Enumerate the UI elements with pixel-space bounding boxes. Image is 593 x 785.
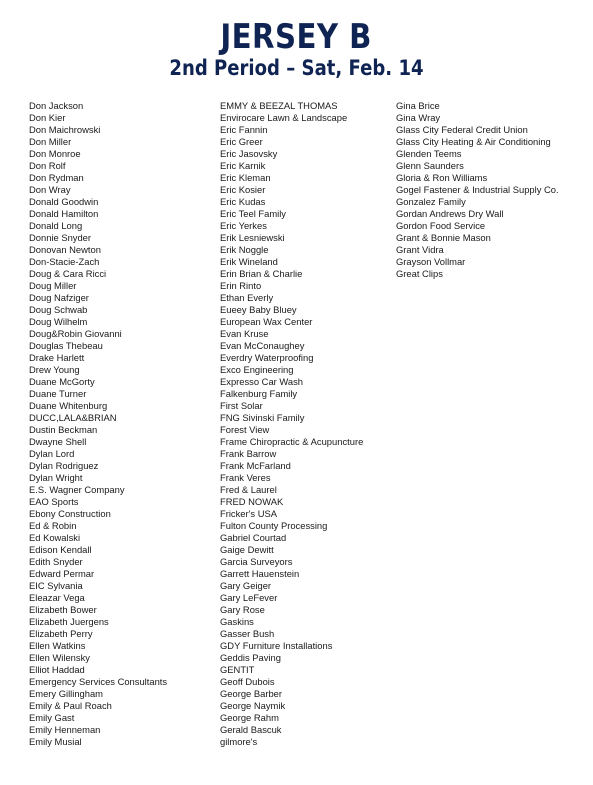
list-item: Gasser Bush [220, 628, 275, 639]
list-item: GENTIT [220, 664, 255, 675]
list-item: George Barber [220, 688, 283, 699]
list-item: Duane McGorty [29, 376, 95, 387]
list-item: gilmore's [220, 736, 258, 747]
list-item: Erik Wineland [220, 256, 278, 267]
list-item: Fulton County Processing [220, 520, 328, 531]
list-item: Don Monroe [29, 148, 81, 159]
list-item: Ethan Everly [220, 292, 274, 303]
list-item: Gloria & Ron Williams [396, 172, 488, 183]
list-item: Ellen Watkins [29, 640, 86, 651]
list-item: Glass City Federal Credit Union [396, 124, 528, 135]
list-item: Elliot Haddad [29, 664, 85, 675]
list-item: Erik Lesniewski [220, 232, 285, 243]
list-item: Don Jackson [29, 100, 84, 111]
list-item: Frank McFarland [220, 460, 291, 471]
list-item: Erik Noggle [220, 244, 269, 255]
list-item: Fricker's USA [220, 508, 278, 519]
list-item: Donald Hamilton [29, 208, 99, 219]
list-item: Garrett Hauenstein [220, 568, 300, 579]
list-item: Gaskins [220, 616, 254, 627]
page-title: JERSEY B [220, 17, 373, 57]
list-item: EMMY & BEEZAL THOMAS [220, 100, 338, 111]
list-item: Donald Goodwin [29, 196, 99, 207]
list-item: Edison Kendall [29, 544, 92, 555]
list-item: Garcia Surveyors [220, 556, 293, 567]
list-item: Gary LeFever [220, 592, 278, 603]
list-item: Dylan Lord [29, 448, 75, 459]
list-item: Donnie Snyder [29, 232, 92, 243]
list-item: Erin Brian & Charlie [220, 268, 303, 279]
list-item: Gogel Fastener & Industrial Supply Co. [396, 184, 559, 195]
list-item: Grant Vidra [396, 244, 444, 255]
list-item: Evan Kruse [220, 328, 269, 339]
list-item: Eric Kleman [220, 172, 271, 183]
list-item: Ed & Robin [29, 520, 77, 531]
list-item: Glenden Teems [396, 148, 462, 159]
list-item: Doug Miller [29, 280, 77, 291]
list-item: Don Kier [29, 112, 66, 123]
name-column-3 [396, 100, 559, 280]
list-item: Emily Henneman [29, 724, 101, 735]
list-item: Gina Wray [396, 112, 441, 123]
list-item: Don Miller [29, 136, 72, 147]
list-item: Ellen Wilensky [29, 652, 90, 663]
list-item: Dwayne Shell [29, 436, 87, 447]
list-item: Everdry Waterproofing [220, 352, 314, 363]
list-item: FNG Sivinski Family [220, 412, 305, 423]
list-item: Gary Geiger [220, 580, 272, 591]
list-item: Emery Gillingham [29, 688, 103, 699]
list-item: Donald Long [29, 220, 83, 231]
list-item: Eric Fannin [220, 124, 268, 135]
list-item: Eric Yerkes [220, 220, 267, 231]
list-item: Fred & Laurel [220, 484, 277, 495]
list-item: Frank Barrow [220, 448, 277, 459]
list-item: Eleazar Vega [29, 592, 85, 603]
list-item: DUCC,LALA&BRIAN [29, 412, 117, 423]
list-item: EAO Sports [29, 496, 79, 507]
list-item: Doug Wilhelm [29, 316, 88, 327]
list-item: Dustin Beckman [29, 424, 98, 435]
list-item: Don Rolf [29, 160, 66, 171]
list-item: Eric Jasovsky [220, 148, 278, 159]
list-item: EIC Sylvania [29, 580, 83, 591]
list-item: Ed Kowalski [29, 532, 81, 543]
list-item: Gonzalez Family [396, 196, 466, 207]
list-item: Dylan Wright [29, 472, 83, 483]
list-item: Doug & Cara Ricci [29, 268, 107, 279]
list-item: Falkenburg Family [220, 388, 298, 399]
list-item: Envirocare Lawn & Landscape [220, 112, 348, 123]
list-item: Eueey Baby Bluey [220, 304, 297, 315]
list-item: Edward Permar [29, 568, 95, 579]
list-item: E.S. Wagner Company [29, 484, 125, 495]
list-item: Duane Whitenburg [29, 400, 108, 411]
list-item: Glenn Saunders [396, 160, 464, 171]
list-item: Frame Chiropractic & Acupuncture [220, 436, 364, 447]
list-item: Don Rydman [29, 172, 84, 183]
list-item: Exco Engineering [220, 364, 294, 375]
list-item: Frank Veres [220, 472, 271, 483]
list-item: Grayson Vollmar [396, 256, 466, 267]
page-header [0, 18, 593, 80]
name-column-2 [220, 100, 363, 748]
list-item: Great Clips [396, 268, 443, 279]
list-item: Glass City Heating & Air Conditioning [396, 136, 551, 147]
list-item: Expresso Car Wash [220, 376, 304, 387]
list-item: Elizabeth Juergens [29, 616, 109, 627]
list-item: FRED NOWAK [220, 496, 284, 507]
list-item: Elizabeth Perry [29, 628, 93, 639]
list-item: Gordan Andrews Dry Wall [396, 208, 504, 219]
list-item: Emily & Paul Roach [29, 700, 112, 711]
list-item: Grant & Bonnie Mason [396, 232, 491, 243]
list-item: Gerald Bascuk [220, 724, 282, 735]
list-item: Doug&Robin Giovanni [29, 328, 122, 339]
list-item: Geddis Paving [220, 652, 281, 663]
list-item: Emily Musial [29, 736, 82, 747]
list-item: Eric Kosier [220, 184, 266, 195]
list-item: Don Wray [29, 184, 71, 195]
list-item: Evan McConaughey [220, 340, 305, 351]
name-column-1 [29, 100, 167, 748]
list-item: Eric Karnik [220, 160, 266, 171]
list-item: Drew Young [29, 364, 80, 375]
list-item: Erin Rinto [220, 280, 262, 291]
list-item: Ebony Construction [29, 508, 111, 519]
list-item: Douglas Thebeau [29, 340, 103, 351]
list-item: Duane Turner [29, 388, 87, 399]
page-subtitle: 2nd Period – Sat, Feb. 14 [169, 56, 424, 80]
list-item: Don Maichrowski [29, 124, 101, 135]
list-item: Doug Schwab [29, 304, 88, 315]
list-item: Donovan Newton [29, 244, 101, 255]
list-item: Eric Greer [220, 136, 263, 147]
list-item: Doug Nafziger [29, 292, 89, 303]
list-item: Geoff Dubois [220, 676, 275, 687]
list-item: European Wax Center [220, 316, 313, 327]
list-item: Forest View [220, 424, 270, 435]
list-item: Gary Rose [220, 604, 265, 615]
list-item: GDY Furniture Installations [220, 640, 333, 651]
list-item: Eric Kudas [220, 196, 266, 207]
list-item: Dylan Rodriguez [29, 460, 99, 471]
list-item: Emergency Services Consultants [29, 676, 168, 687]
list-item: Gordon Food Service [396, 220, 486, 231]
list-item: George Naymik [220, 700, 286, 711]
list-item: First Solar [220, 400, 263, 411]
list-item: Gabriel Courtad [220, 532, 287, 543]
list-item: George Rahm [220, 712, 279, 723]
list-item: Elizabeth Bower [29, 604, 97, 615]
list-item: Don-Stacie-Zach [29, 256, 100, 267]
list-item: Gaige Dewitt [220, 544, 274, 555]
list-item: Emily Gast [29, 712, 75, 723]
list-item: Drake Harlett [29, 352, 85, 363]
list-item: Edith Snyder [29, 556, 83, 567]
list-item: Eric Teel Family [220, 208, 286, 219]
list-item: Gina Brice [396, 100, 440, 111]
